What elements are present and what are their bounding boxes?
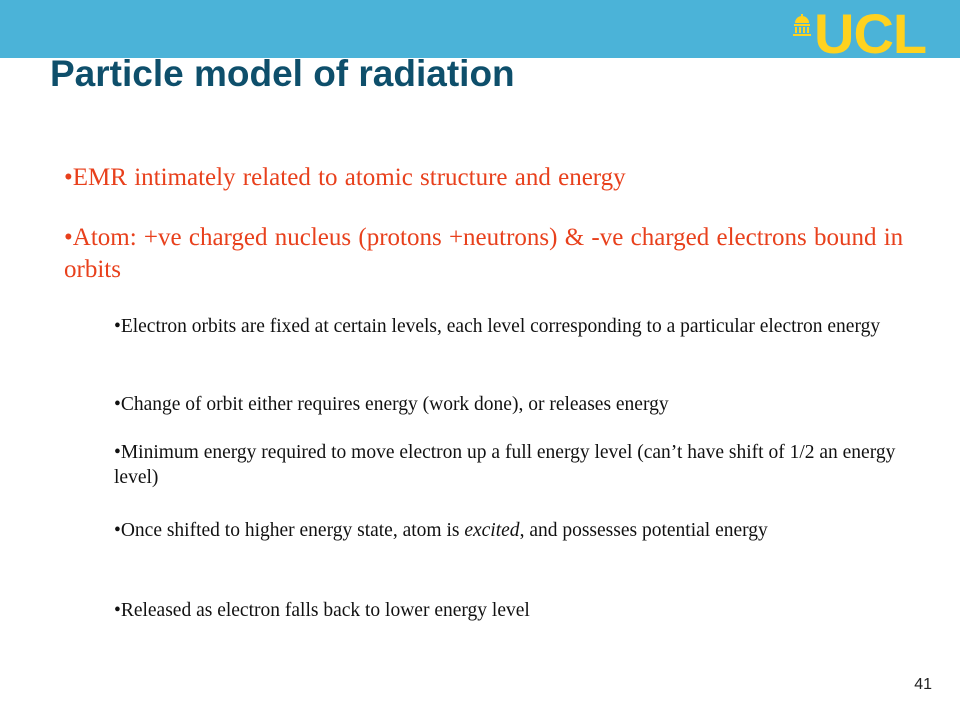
bullet-text: Change of orbit either requires energy (work done), or releases energy: [120, 394, 669, 415]
page-number: 41: [914, 676, 932, 693]
bullet-marker: •: [114, 316, 121, 337]
bullet-text: Released as electron falls back to lower energy level: [120, 600, 530, 621]
bullet-level2: [114, 518, 914, 543]
bullet-marker: •: [114, 520, 121, 541]
bullet-text: Electron orbits are fixed at certain levels, each level corresponding to a particular electron energy: [120, 316, 881, 337]
bullet-marker: •: [64, 164, 73, 191]
bullet-text-pre: Once shifted to higher energy state, atom is: [120, 520, 465, 541]
bullet-text: Minimum energy required to move electron up a full energy level (can’t have shift of 1/2 an energy level): [114, 442, 896, 488]
bullet-text: EMR intimately related to atomic structure and energy: [72, 164, 626, 191]
bullet-marker: •: [114, 442, 121, 463]
bullet-level2: [114, 440, 914, 490]
bullet-marker: •: [114, 394, 121, 415]
bullet-marker: •: [114, 600, 121, 621]
portico-dome-icon: [792, 14, 812, 36]
slide-title: Particle model of radiation: [50, 53, 515, 94]
bullet-level1: [64, 162, 904, 194]
logo-text: UCL: [814, 2, 927, 65]
bullet-level2: [114, 392, 914, 417]
bullet-level2: [114, 598, 914, 623]
bullet-text-post: , and possesses potential energy: [519, 520, 768, 541]
bullet-text: Atom: +ve charged nucleus (protons +neutrons) & -ve charged electrons bound in orbits: [64, 224, 904, 283]
bullet-marker: •: [64, 224, 73, 251]
bullet-text-emphasis: excited: [464, 520, 520, 541]
bullet-level2: [114, 314, 914, 339]
bullet-level1: [64, 222, 904, 286]
